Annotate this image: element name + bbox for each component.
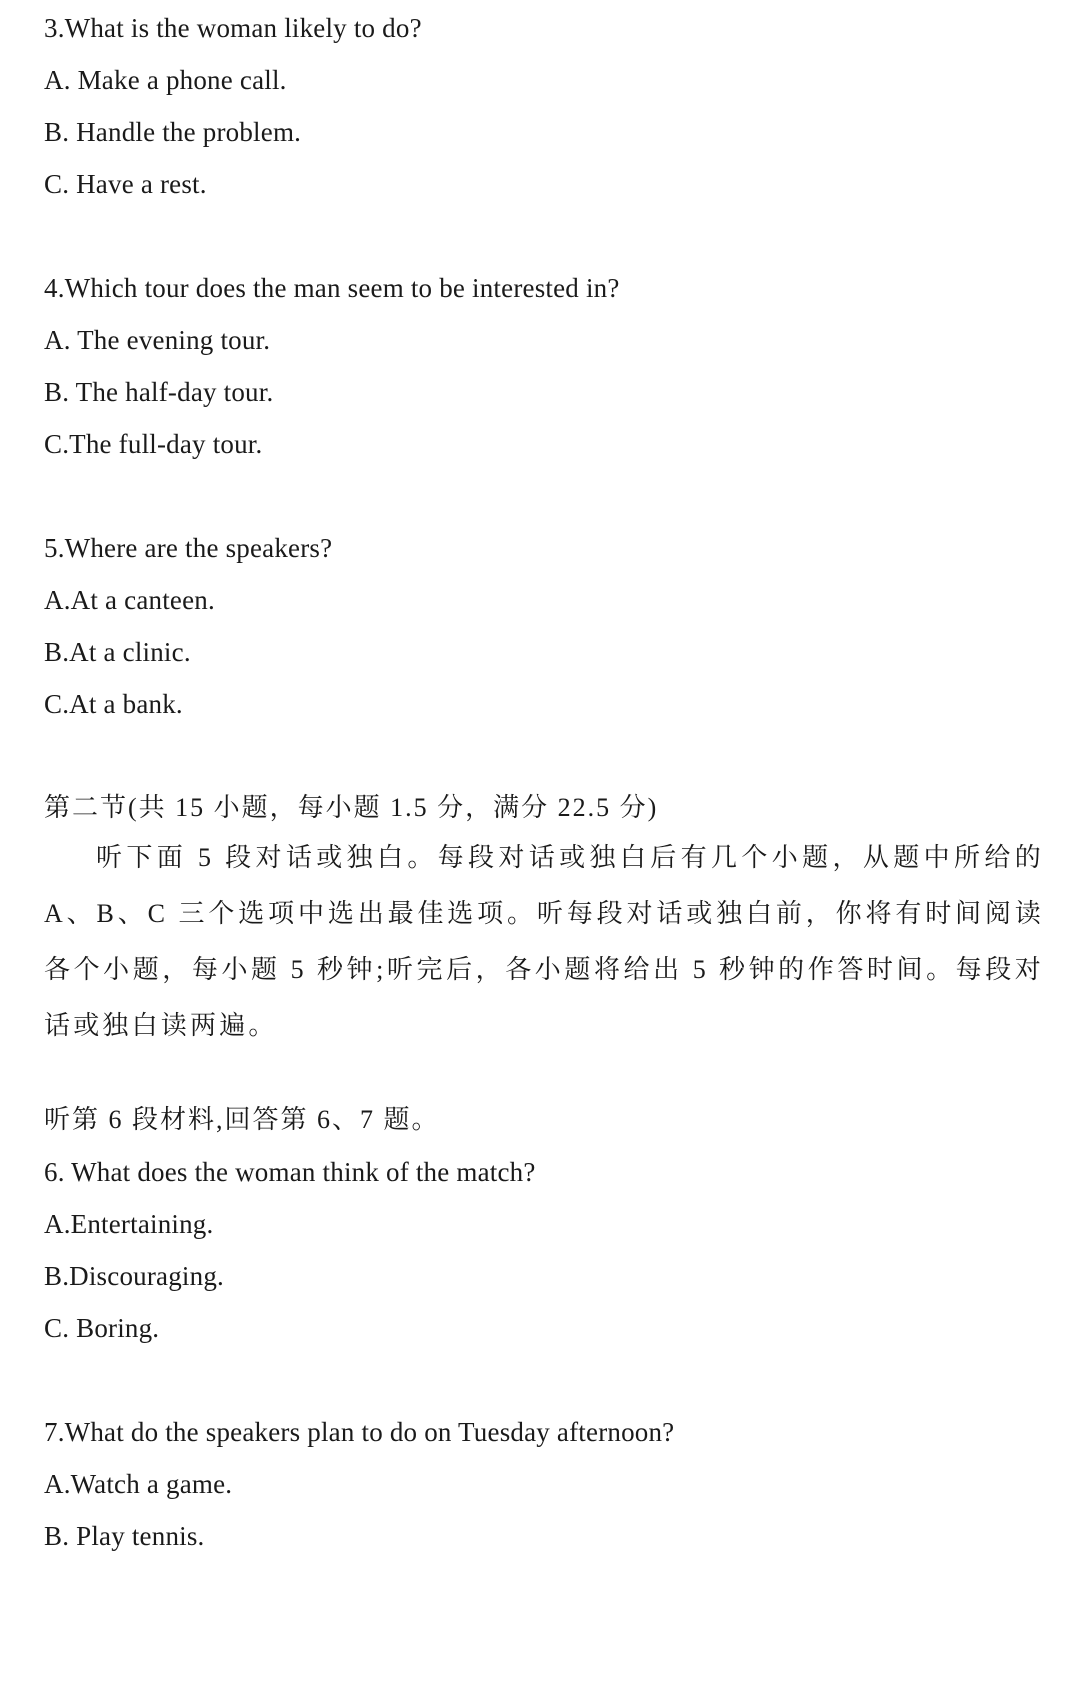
q5-option-a: A.At a canteen. — [44, 585, 215, 615]
section-2-heading: 第二节(共 15 小题，每小题 1.5 分，满分 22.5 分) — [44, 793, 659, 822]
q4-option-a: A. The evening tour. — [44, 325, 271, 355]
q6-option-a: A.Entertaining. — [44, 1209, 214, 1239]
q3-option-b: B. Handle the problem. — [44, 117, 302, 147]
q4-option-b: B. The half-day tour. — [44, 377, 274, 407]
q4-option-c: C.The full-day tour. — [44, 429, 263, 459]
q6-option-b: B.Discouraging. — [44, 1261, 224, 1291]
question-6: 6. What does the woman think of the match? — [44, 1157, 536, 1187]
question-7: 7.What do the speakers plan to do on Tuesday afternoon? — [44, 1417, 675, 1447]
q3-option-a: A. Make a phone call. — [44, 65, 287, 95]
q5-option-c: C.At a bank. — [44, 689, 183, 719]
q3-option-c: C. Have a rest. — [44, 169, 207, 199]
material-6-label: 听第 6 段材料,回答第 6、7 题。 — [44, 1105, 440, 1134]
question-4: 4.Which tour does the man seem to be interested in? — [44, 273, 620, 303]
q7-option-b: B. Play tennis. — [44, 1521, 205, 1551]
question-5: 5.Where are the speakers? — [44, 533, 333, 563]
q6-option-c: C. Boring. — [44, 1313, 160, 1343]
q7-option-a: A.Watch a game. — [44, 1469, 233, 1499]
q5-option-b: B.At a clinic. — [44, 637, 191, 667]
section-2-instructions: 听下面 5 段对话或独白。每段对话或独白后有几个小题，从题中所给的 A、B、C 三个选项中选出最佳选项。听每段对话或独白前，你将有时间阅读各个小题，每小题 5 秒钟;听完后，各小题将给出 5 秒钟的作答时间。每段对话或独白读两遍。 — [44, 843, 1044, 1040]
question-3: 3.What is the woman likely to do? — [44, 13, 422, 43]
